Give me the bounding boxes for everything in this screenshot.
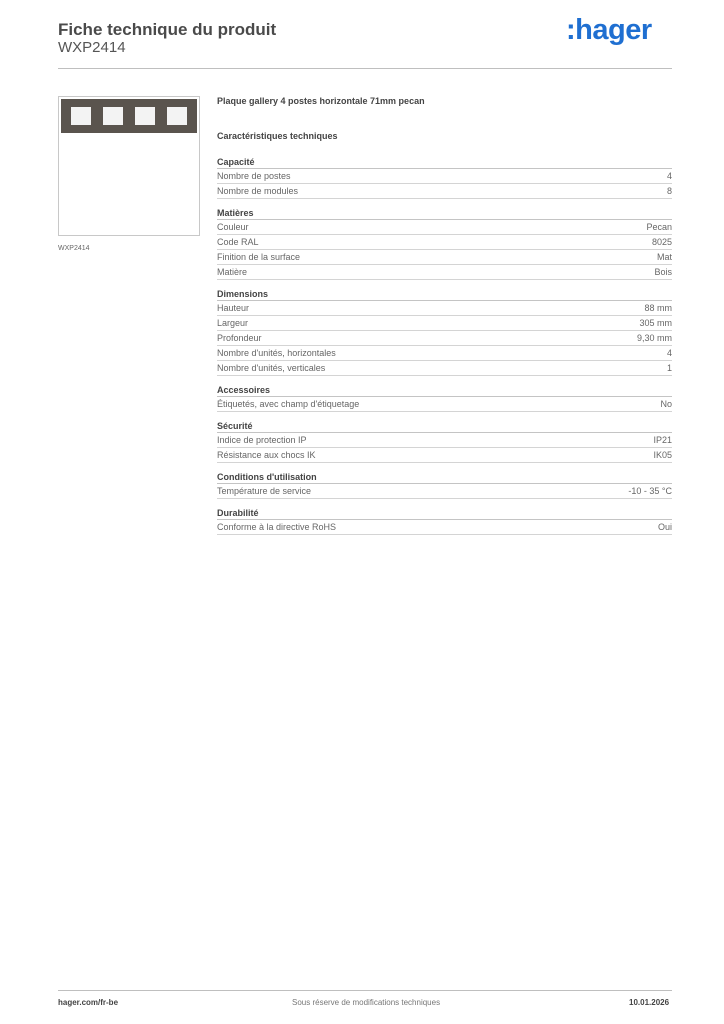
plate-image	[61, 99, 197, 133]
spec-label: Résistance aux chocs IK	[217, 450, 316, 460]
spec-label: Largeur	[217, 318, 249, 328]
spec-row	[217, 520, 672, 535]
spec-value: -10 - 35 °C	[628, 486, 672, 496]
logo-text: hager	[575, 14, 652, 46]
specs-heading: Caractéristiques techniques	[217, 131, 338, 141]
spec-value: Mat	[656, 252, 672, 262]
spec-value: 4	[666, 171, 672, 181]
spec-value: 9,30 mm	[636, 333, 672, 343]
footer-disclaimer: Sous réserve de modifications techniques	[292, 998, 441, 1007]
spec-row	[217, 184, 672, 199]
spec-value: 1	[666, 363, 672, 373]
spec-row	[217, 169, 672, 184]
spec-row	[217, 220, 672, 235]
spec-row	[217, 397, 672, 412]
spec-label: Hauteur	[217, 303, 250, 313]
product-title: Plaque gallery 4 postes horizontale 71mm pecan	[217, 96, 425, 106]
spec-row	[217, 346, 672, 361]
spec-row	[217, 433, 672, 448]
spec-label: Matière	[217, 267, 248, 277]
spec-label: Couleur	[217, 222, 249, 232]
spec-group	[217, 420, 672, 463]
hager-logo	[566, 14, 652, 47]
spec-label: Étiquetés, avec champ d'étiquetage	[217, 399, 360, 409]
spec-group-title: Capacité	[217, 156, 672, 169]
footer-date: 10.01.2026	[629, 998, 670, 1007]
specs-table	[217, 156, 672, 543]
product-code: WXP2414	[58, 39, 126, 56]
spec-value: 4	[666, 348, 672, 358]
spec-group	[217, 156, 672, 199]
spec-row	[217, 235, 672, 250]
spec-label: Indice de protection IP	[217, 435, 307, 445]
image-caption: WXP2414	[58, 245, 90, 252]
spec-group-title: Sécurité	[217, 420, 672, 433]
spec-row	[217, 265, 672, 280]
product-image	[58, 96, 200, 236]
plate-window	[103, 107, 123, 125]
spec-value: 8025	[651, 237, 672, 247]
spec-label: Nombre de postes	[217, 171, 291, 181]
spec-value: Oui	[657, 522, 672, 532]
spec-group-title: Matières	[217, 207, 672, 220]
spec-group-title: Conditions d'utilisation	[217, 471, 672, 484]
spec-group-title: Accessoires	[217, 384, 672, 397]
spec-row	[217, 448, 672, 463]
spec-label: Température de service	[217, 486, 312, 496]
spec-group	[217, 288, 672, 376]
plate-window	[135, 107, 155, 125]
spec-value: No	[660, 399, 672, 409]
spec-row	[217, 484, 672, 499]
spec-label: Nombre d'unités, horizontales	[217, 348, 336, 358]
spec-group	[217, 384, 672, 412]
spec-group-title: Dimensions	[217, 288, 672, 301]
page-title: Fiche technique du produit	[58, 20, 277, 39]
footer-divider	[58, 990, 672, 991]
spec-value: IK05	[653, 450, 672, 460]
spec-group	[217, 507, 672, 535]
spec-group	[217, 207, 672, 280]
spec-value: 8	[666, 186, 672, 196]
spec-row	[217, 316, 672, 331]
spec-value: IP21	[653, 435, 672, 445]
spec-label: Conforme à la directive RoHS	[217, 522, 337, 532]
spec-row	[217, 250, 672, 265]
logo-dots-icon: :	[566, 14, 576, 46]
spec-label: Nombre de modules	[217, 186, 299, 196]
spec-row	[217, 361, 672, 376]
spec-value: Pecan	[646, 222, 672, 232]
spec-group-title: Durabilité	[217, 507, 672, 520]
spec-label: Profondeur	[217, 333, 262, 343]
footer-website: hager.com/fr-be	[58, 998, 119, 1007]
spec-row	[217, 301, 672, 316]
spec-row	[217, 331, 672, 346]
spec-value: Bois	[654, 267, 672, 277]
spec-value: 88 mm	[644, 303, 672, 313]
plate-window	[167, 107, 187, 125]
spec-label: Finition de la surface	[217, 252, 301, 262]
spec-label: Nombre d'unités, verticales	[217, 363, 326, 373]
plate-window	[71, 107, 91, 125]
header-divider	[58, 68, 672, 69]
spec-label: Code RAL	[217, 237, 259, 247]
spec-group	[217, 471, 672, 499]
spec-value: 305 mm	[639, 318, 672, 328]
